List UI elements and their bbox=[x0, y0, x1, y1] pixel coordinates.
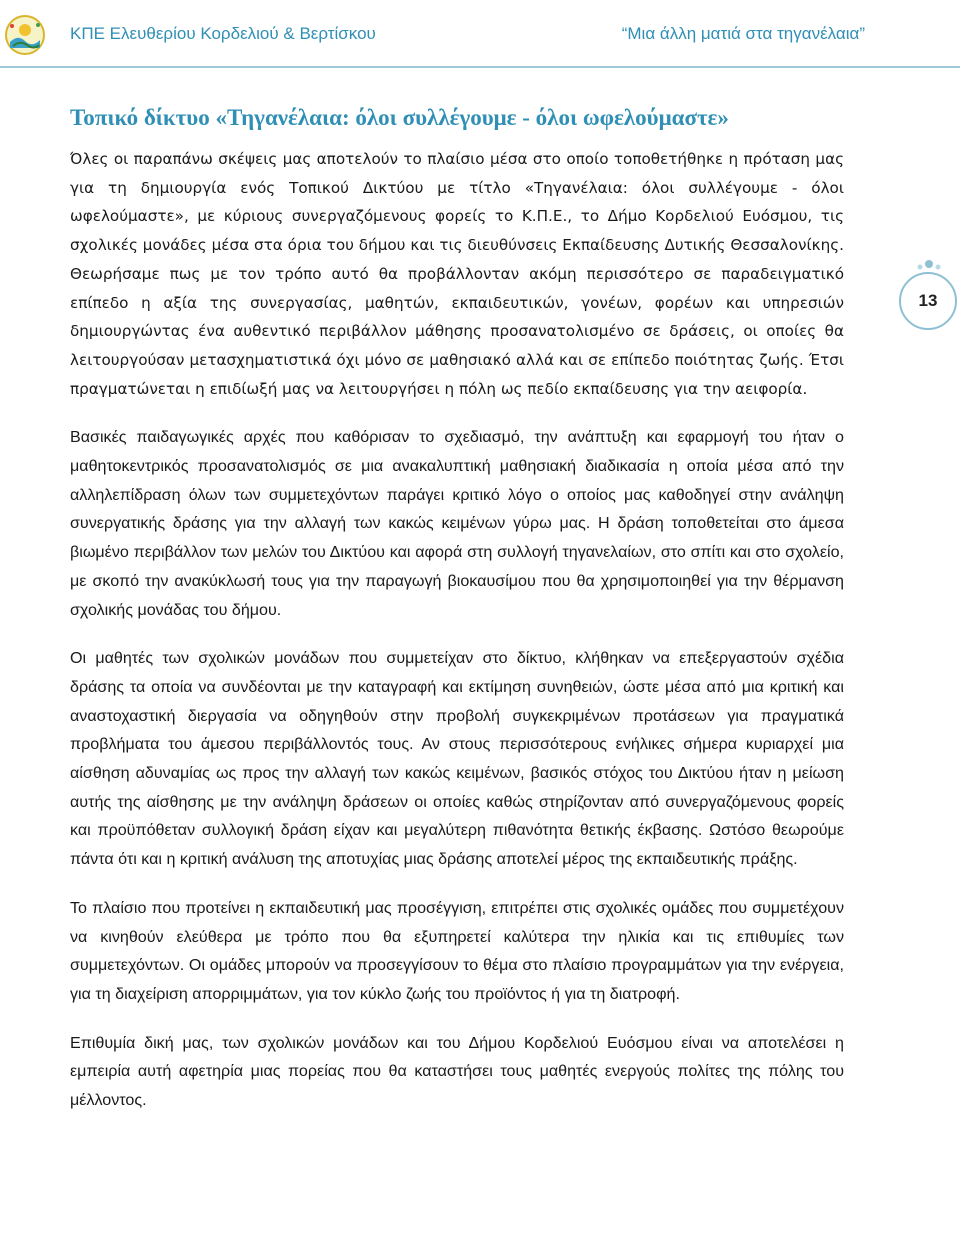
page-header bbox=[0, 0, 960, 72]
paragraph-5: Επιθυμία δική μας, των σχολικών μονάδων και του Δήμου Κορδελιού Ευόσμου είναι να αποτελέσει η εμπειρία αυτή αφετηρία μιας πορείας που θα καταστήσει τους μαθητές ενεργούς πολίτες της πόλης του μέλλοντος. bbox=[70, 1033, 844, 1110]
section-title: Τοπικό δίκτυο «Τηγανέλαια: όλοι συλλέγουμε - όλοι ωφελούμαστε» bbox=[70, 105, 729, 131]
paragraph-1: Όλες οι παραπάνω σκέψεις μας αποτελούν το πλαίσιο μέσα στο οποίο τοποθετήθηκε η πρόταση μας για τη δημιουργία ενός Τοπικού Δικτύου με τίτλο «Τηγανέλαια: όλοι συλλέγουμε - όλοι ωφελούμαστε», με κύριους συνεργαζόμενους φορείς το Κ.Π.Ε., το Δήμο Κορδελιού Ευόσμου, τις σχολικές μονάδες μέσα στα όρια του δήμου και τις διευθύνσεις Εκπαίδευσης Δυτικής Θεσσαλονίκης. Θεωρήσαμε πως με τον τρόπο αυτό θα προβάλλονταν ακόμη περισσότερο σε παραδειγματικό επίπεδο η αξία της συνεργασίας, μαθητών, εκπαιδευτικών, γονέων, φορέων και υπηρεσιών δημιουργώντας ένα αυθεντικό περιβάλλον μάθησης προσανατολισμένο σε δράσεις, οι οποίες θα λειτουργούσαν μετασχηματιστικά όχι μόνο σε μαθησιακό αλλά και σε επίπεδο ποιότητας ζωής. Έτσι πραγματώνεται η επιδίωξή μας να λειτουργήσει η πόλη ως πεδίο εκπαίδευσης για την αειφορία. bbox=[70, 150, 844, 398]
page-badge-decoration-icon bbox=[903, 250, 955, 272]
header-right-title: “Μια άλλη ματιά στα τηγανέλαια” bbox=[621, 24, 865, 43]
header-left-title: ΚΠΕ Ελευθερίου Κορδελιού & Βερτίσκου bbox=[70, 24, 376, 43]
paragraph-3: Οι μαθητές των σχολικών μονάδων που συμμετείχαν στο δίκτυο, κλήθηκαν να επεξεργαστούν σχέδια δράσης τα οποία να συνδέονται με την καταγραφή και εκτίμηση συνηθειών, ώστε μέσα από μια κριτική και αναστοχαστική διεργασία να οδηγηθούν στην προβολή συγκεκριμένων προτάσεων για πραγματικά προβλήματα του άμεσου περιβάλλοντός τους. Αν στους περισσότερους ενήλικες σήμερα κυριαρχεί μια αίσθηση αδυναμίας ως προς την αλλαγή των κακώς κειμένων, βασικός στόχος του Δικτύου ήταν η μείωση αυτής της αίσθησης με την ανάληψη δράσεων οι οποίες καθώς στηρίζονταν από συνεργαζόμενους φορείς και προϋπόθεταν συλλογική δράση είχαν και μεγαλύτερη πιθανότητα θετικής έκβασης. Ωστόσο θεωρούμε πάντα ότι και η κριτική ανάλυση της αποτυχίας μιας δράσης αποτελεί μέρος της εκπαιδευτικής πράξης. bbox=[70, 649, 844, 869]
page-number-badge bbox=[899, 272, 957, 330]
paragraph-4: Το πλαίσιο που προτείνει η εκπαιδευτική μας προσέγγιση, επιτρέπει στις σχολικές ομάδες που συμμετέχουν να κινηθούν ελεύθερα με τρόπο που θα εξυπηρετεί καλύτερα την ηλικία και τις επιθυμίες των συμμετεχόντων. Οι ομάδες μπορούν να προσεγγίσουν το θέμα στο πλαίσιο προγραμμάτων για την ενέργεια, για τη διαχείριση απορριμμάτων, για τον κύκλο ζωής του προϊόντος ή για τη διατροφή. bbox=[70, 898, 844, 1003]
kpe-logo-icon bbox=[4, 14, 46, 56]
header-divider bbox=[0, 66, 960, 68]
body-text bbox=[70, 145, 844, 1135]
paragraph-2: Βασικές παιδαγωγικές αρχές που καθόρισαν το σχεδιασμό, την ανάπτυξη και εφαρμογή του ήταν ο μαθητοκεντρικός προσανατολισμός σε μια ανακαλυπτική μαθησιακή διαδικασία η οποία μέσα από την αλληλεπίδραση όλων των συμμετεχόντων παράγει κριτικό λόγο ο οποίος μας καθοδηγεί στην ανάληψη συνεργατικής δράσης για την αλλαγή των κακώς κειμένων γύρω μας. Η δράση τοποθετείται στο άμεσα βιωμένο περιβάλλον των μελών του Δικτύου και αφορά στη συλλογή τηγανελαίων, στο σπίτι και στο σχολείο, με σκοπό την ανακύκλωσή τους για την παραγωγή βιοκαυσίμου που θα χρησιμοποιηθεί για την θέρμανση σχολικής μονάδας του δήμου. bbox=[70, 428, 844, 619]
page-number: 13 bbox=[918, 291, 938, 310]
